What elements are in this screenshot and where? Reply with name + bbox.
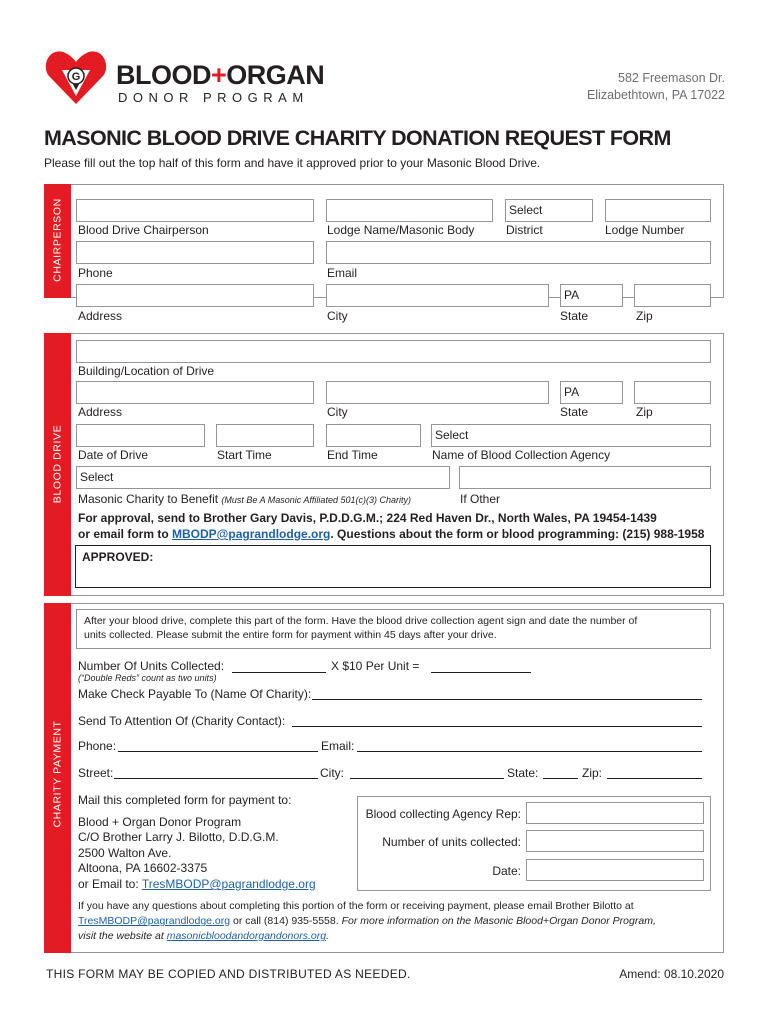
- if-other-input[interactable]: [459, 466, 711, 489]
- charity-label: [78, 492, 411, 506]
- drive-state-select[interactable]: PA: [560, 381, 623, 404]
- logo-subtitle: DONOR PROGRAM: [118, 90, 309, 105]
- chairperson-label: Blood Drive Chairperson: [78, 223, 209, 237]
- approval-line-2-post: . Questions about the form or blood programming: (215) 988-1958: [330, 527, 705, 541]
- footer-note-email-link[interactable]: TresMBODP@pagrandlodge.org: [78, 915, 231, 927]
- instructions-box: [76, 609, 711, 649]
- chair-phone-label: Phone: [78, 266, 113, 280]
- footer-note-phone: or call (814) 935-5558.: [230, 915, 339, 927]
- drive-city-label: City: [327, 405, 348, 419]
- chair-phone-input[interactable]: [76, 241, 314, 264]
- charity-select[interactable]: Select: [76, 466, 450, 489]
- charity-zip-input[interactable]: [607, 778, 702, 779]
- drive-date-input[interactable]: [76, 424, 205, 447]
- address-line-1: 582 Freemason Dr.: [618, 71, 725, 85]
- chair-city-input[interactable]: [326, 284, 549, 307]
- footer-note-site-link[interactable]: masonicbloodandorgandonors.org: [166, 930, 327, 942]
- rep-date-label: Date:: [492, 864, 521, 878]
- chairperson-tab: [44, 184, 71, 298]
- charity-note: (Must Be A Masonic Affiliated 501(c)(3) Charity): [221, 495, 411, 505]
- attention-label: Send To Attention Of (Charity Contact):: [78, 714, 286, 728]
- payable-input[interactable]: [312, 699, 702, 700]
- mail-line-4: Altoona, PA 16602-3375: [78, 861, 208, 875]
- approved-label: APPROVED:: [82, 550, 154, 564]
- chair-state-select[interactable]: PA: [560, 284, 623, 307]
- lodge-name-label: Lodge Name/Masonic Body: [327, 223, 475, 237]
- charity-street-label: Street:: [78, 766, 114, 780]
- start-time-label: Start Time: [217, 448, 272, 462]
- instructions-line-1: After your blood drive, complete this part of the form. Have the blood drive collection agent sign and date the number of: [84, 615, 638, 627]
- agency-rep-input[interactable]: [526, 802, 704, 824]
- chair-zip-input[interactable]: [634, 284, 711, 307]
- double-reds-note: (“Double Reds” count as two units): [78, 673, 217, 683]
- amend-date: Amend: 08.10.2020: [619, 967, 724, 981]
- lodge-number-label: Lodge Number: [605, 223, 685, 237]
- approval-line-2-pre: or email form to: [78, 527, 173, 541]
- if-other-label: If Other: [460, 492, 501, 506]
- drive-zip-label: Zip: [636, 405, 653, 419]
- page-title: MASONIC BLOOD DRIVE CHARITY DONATION REQUEST FORM: [44, 126, 671, 150]
- header-address: [505, 70, 725, 104]
- approval-line-1: For approval, send to Brother Gary Davis, P.D.D.G.M.; 224 Red Haven Dr., North Wales, PA 19454-1439: [78, 511, 657, 525]
- instructions-line-2: units collected. Please submit the entire form for payment within 45 days after your drive.: [84, 629, 497, 641]
- start-time-input[interactable]: [216, 424, 314, 447]
- end-time-input[interactable]: [326, 424, 421, 447]
- charity-email-label: Email:: [321, 739, 355, 753]
- address-line-2: Elizabethtown, PA 17022: [586, 88, 725, 102]
- rep-date-input[interactable]: [526, 859, 704, 881]
- mail-line-1: Blood + Organ Donor Program: [78, 815, 242, 829]
- charity-payment-tab: [44, 603, 71, 953]
- charity-payment-tab-label: CHARITY PAYMENT: [51, 720, 64, 828]
- svg-text:G: G: [71, 71, 81, 83]
- lodge-number-input[interactable]: [605, 199, 711, 222]
- approved-box[interactable]: [75, 545, 711, 588]
- drive-address-input[interactable]: [76, 381, 314, 404]
- blood-drive-tab: [44, 333, 71, 596]
- building-location-label: Building/Location of Drive: [78, 364, 215, 378]
- chair-email-input[interactable]: [326, 241, 711, 264]
- chair-address-input[interactable]: [76, 284, 314, 307]
- total-input[interactable]: [431, 672, 531, 673]
- charity-email-input[interactable]: [357, 751, 702, 752]
- units-collected-input[interactable]: [526, 830, 704, 852]
- charity-zip-label: Zip:: [582, 766, 603, 780]
- charity-label-text: Masonic Charity to Benefit: [78, 492, 219, 506]
- mail-heading: Mail this completed form for payment to:: [78, 793, 292, 807]
- charity-state-label: State:: [507, 766, 539, 780]
- charity-phone-input[interactable]: [118, 751, 318, 752]
- copy-note: THIS FORM MAY BE COPIED AND DISTRIBUTED AS NEEDED.: [46, 967, 411, 981]
- footer-note-visit: visit the website at: [78, 930, 167, 942]
- payable-label: Make Check Payable To (Name Of Charity):: [78, 687, 312, 701]
- district-select[interactable]: Select: [505, 199, 593, 222]
- heart-logo-icon: [45, 46, 107, 108]
- payment-footer-note: [78, 899, 708, 944]
- charity-city-input[interactable]: [350, 778, 504, 779]
- footer-note-period: .: [326, 930, 330, 942]
- charity-street-input[interactable]: [114, 778, 318, 779]
- mail-line-3: 2500 Walton Ave.: [78, 846, 172, 860]
- district-label: District: [506, 223, 543, 237]
- units-collected-label: Number of units collected:: [382, 835, 521, 849]
- footer-note-info: For more information on the Masonic Blood+Organ Donor Program,: [338, 915, 656, 927]
- charity-state-input[interactable]: [543, 778, 578, 779]
- units-input[interactable]: [232, 672, 326, 673]
- mail-line-2: C/O Brother Larry J. Bilotto, D.D.G.M.: [78, 830, 279, 844]
- attention-input[interactable]: [292, 726, 702, 727]
- blood-drive-tab-label: BLOOD DRIVE: [51, 424, 64, 504]
- drive-state-label: State: [560, 405, 589, 419]
- drive-address-label: Address: [78, 405, 123, 419]
- per-unit-label: X $10 Per Unit =: [331, 659, 420, 673]
- chairperson-name-input[interactable]: [76, 199, 314, 222]
- logo: [45, 46, 107, 108]
- footer-note-line-2: [78, 914, 708, 929]
- building-location-input[interactable]: [76, 340, 711, 363]
- drive-date-label: Date of Drive: [78, 448, 149, 462]
- units-label: Number Of Units Collected:: [78, 659, 225, 673]
- agency-label: Name of Blood Collection Agency: [432, 448, 611, 462]
- footer-note-line-3: [78, 929, 708, 944]
- agency-rep-box: [357, 796, 711, 891]
- chair-city-label: City: [327, 309, 348, 323]
- chairperson-tab-label: CHAIRPERSON: [51, 198, 64, 282]
- approval-line-2: [78, 527, 704, 541]
- drive-city-input[interactable]: [326, 381, 549, 404]
- page-subtitle: Please fill out the top half of this form and have it approved prior to your Masonic Blood Drive.: [44, 156, 541, 170]
- agency-rep-label: Blood collecting Agency Rep:: [365, 807, 521, 821]
- agency-select[interactable]: Select: [431, 424, 711, 447]
- lodge-name-input[interactable]: [326, 199, 493, 222]
- chair-email-label: Email: [327, 266, 358, 280]
- drive-zip-input[interactable]: [634, 381, 711, 404]
- footer-note-line-1: If you have any questions about completing this portion of the form or receiving payment, please email Brother Bilotto at: [78, 900, 634, 912]
- chair-zip-label: Zip: [636, 309, 653, 323]
- end-time-label: End Time: [327, 448, 378, 462]
- mail-email-link[interactable]: TresMBODP@pagrandlodge.org: [141, 877, 316, 891]
- mail-email-pre: or Email to:: [78, 877, 142, 891]
- chair-address-label: Address: [78, 309, 123, 323]
- charity-phone-label: Phone:: [78, 739, 117, 753]
- mail-email-line: [78, 877, 316, 891]
- approval-email-link[interactable]: MBODP@pagrandlodge.org: [172, 527, 331, 541]
- chair-state-label: State: [560, 309, 589, 323]
- charity-city-label: City:: [320, 766, 344, 780]
- logo-wordmark: BLOOD+ORGAN: [116, 60, 325, 90]
